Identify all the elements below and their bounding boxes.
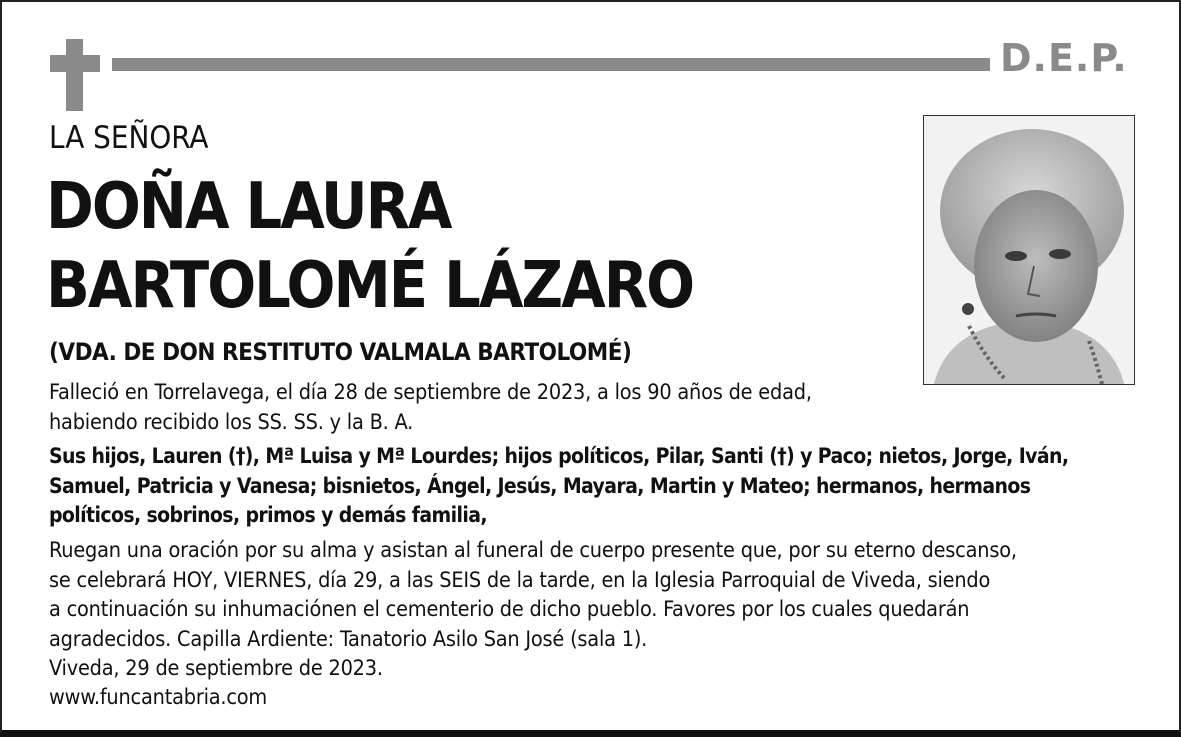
cross-icon <box>66 39 83 111</box>
family-paragraph <box>49 442 1068 531</box>
widow-note: (VDA. DE DON RESTITUTO VALMALA BARTOLOMÉ) <box>49 338 632 366</box>
death-line: habiendo recibido los SS. SS. y la B. A. <box>49 409 414 435</box>
death-paragraph <box>49 378 812 437</box>
family-line: Samuel, Patricia y Vanesa; bisnietos, Ángel, Jesús, Mayara, Martin y Mateo; hermanos, hermanos <box>49 473 1031 498</box>
cross-icon-bar <box>50 55 100 72</box>
deceased-name-line2: BARTOLOMÉ LÁZARO <box>46 249 693 323</box>
portrait-image <box>924 116 1134 384</box>
prayer-line: a continuación su inhumaciónen el cementerio de dicho pueblo. Favores por los cuales quedarán <box>49 597 970 622</box>
prayer-paragraph <box>49 536 1017 654</box>
prayer-line: Ruegan una oración por su alma y asistan al funeral de cuerpo presente que, por su eterno descanso, <box>49 538 1017 563</box>
place-date: Viveda, 29 de septiembre de 2023. <box>49 656 383 681</box>
deceased-name-line1: DOÑA LAURA <box>46 170 451 244</box>
website-link[interactable]: www.funcantabria.com <box>49 685 268 710</box>
family-line: Sus hijos, Lauren (†), Mª Luisa y Mª Lourdes; hijos políticos, Pilar, Santi (†) y Paco; nietos, Jorge, Iván, <box>49 444 1069 468</box>
header-rule <box>112 58 990 71</box>
dep-label: D.E.P. <box>1000 36 1128 80</box>
death-line: Falleció en Torrelavega, el día 28 de septiembre de 2023, a los 90 años de edad, <box>49 380 812 405</box>
family-line: políticos, sobrinos, primos y demás familia, <box>49 503 487 527</box>
portrait-photo <box>923 115 1135 385</box>
prayer-line: se celebrará HOY, VIERNES, día 29, a las SEIS de la tarde, en la Iglesia Parroquial de Viveda, siendo <box>49 567 991 593</box>
prayer-line: agradecidos. Capilla Ardiente: Tanatorio Asilo San José (sala 1). <box>49 626 648 652</box>
honorific: LA SEÑORA <box>49 120 209 156</box>
